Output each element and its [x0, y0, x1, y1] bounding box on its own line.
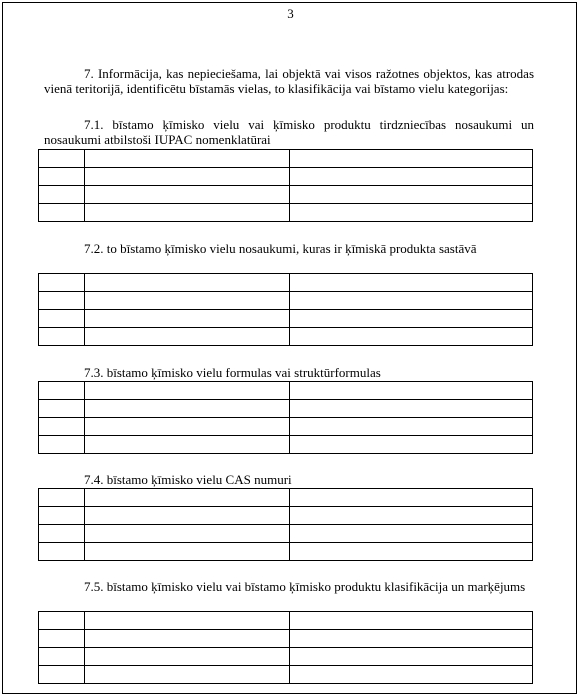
table-cell[interactable]: [39, 292, 85, 310]
table-row: [39, 630, 533, 648]
section-heading-7-2: [44, 241, 534, 256]
table-cell[interactable]: [290, 418, 533, 436]
table-cell[interactable]: [39, 525, 85, 543]
table-cell[interactable]: [39, 507, 85, 525]
table-row: [39, 292, 533, 310]
section-heading-text: 7.2. to bīstamo ķīmisko vielu nosaukumi, kuras ir ķīmiskā produkta sastāvā: [84, 241, 477, 256]
table-7-2: [38, 273, 533, 346]
table-cell[interactable]: [290, 400, 533, 418]
table-row: [39, 382, 533, 400]
table-cell[interactable]: [290, 489, 533, 507]
section-heading-7-1: [44, 117, 534, 147]
table-row: [39, 328, 533, 346]
table-cell[interactable]: [39, 186, 85, 204]
table-cell[interactable]: [290, 150, 533, 168]
table-cell[interactable]: [85, 168, 290, 186]
table-7-1: [38, 149, 533, 222]
section-heading-text: 7.3. bīstamo ķīmisko vielu formulas vai struktūrformulas: [84, 365, 381, 380]
table-cell[interactable]: [39, 274, 85, 292]
table-cell[interactable]: [290, 310, 533, 328]
table-cell[interactable]: [39, 436, 85, 454]
table-7-3: [38, 381, 533, 454]
table-cell[interactable]: [39, 612, 85, 630]
table-row: [39, 489, 533, 507]
table-cell[interactable]: [85, 382, 290, 400]
table-row: [39, 310, 533, 328]
table-cell[interactable]: [85, 666, 290, 684]
table-cell[interactable]: [85, 204, 290, 222]
table-cell[interactable]: [39, 168, 85, 186]
table-cell[interactable]: [290, 648, 533, 666]
table-cell[interactable]: [290, 186, 533, 204]
table-cell[interactable]: [290, 292, 533, 310]
table-cell[interactable]: [39, 648, 85, 666]
table-cell[interactable]: [85, 436, 290, 454]
table-cell[interactable]: [85, 630, 290, 648]
table-cell[interactable]: [39, 310, 85, 328]
table-row: [39, 418, 533, 436]
table-cell[interactable]: [290, 382, 533, 400]
table-row: [39, 274, 533, 292]
table-cell[interactable]: [85, 648, 290, 666]
section-heading-text: 7.1. bīstamo ķīmisko vielu vai ķīmisko produktu tirdzniecības nosaukumi un nosaukumi atbilstoši IUPAC nomenklatūrai: [44, 117, 534, 147]
section-heading-text: 7.5. bīstamo ķīmisko vielu vai bīstamo ķīmisko produktu klasifikācija un marķējums: [84, 579, 526, 594]
table-cell[interactable]: [290, 436, 533, 454]
table-cell[interactable]: [85, 292, 290, 310]
table-cell[interactable]: [85, 150, 290, 168]
table-cell[interactable]: [39, 543, 85, 561]
table-cell[interactable]: [39, 666, 85, 684]
table-row: [39, 525, 533, 543]
table-cell[interactable]: [85, 525, 290, 543]
intro-text: 7. Informācija, kas nepieciešama, lai objektā vai visos ražotnes objektos, kas atrodas vienā teritorijā, identificētu bīstamās vielas, to klasifikācija vai bīstamo vielu kategorijas:: [44, 66, 534, 96]
table-cell[interactable]: [290, 507, 533, 525]
table-cell[interactable]: [85, 186, 290, 204]
table-cell[interactable]: [85, 310, 290, 328]
table-row: [39, 648, 533, 666]
table-row: [39, 507, 533, 525]
table-cell[interactable]: [85, 274, 290, 292]
table-row: [39, 168, 533, 186]
table-cell[interactable]: [85, 543, 290, 561]
table-cell[interactable]: [290, 525, 533, 543]
table-cell[interactable]: [39, 328, 85, 346]
table-cell[interactable]: [39, 630, 85, 648]
table-cell[interactable]: [290, 612, 533, 630]
table-cell[interactable]: [39, 400, 85, 418]
table-cell[interactable]: [290, 168, 533, 186]
table-row: [39, 436, 533, 454]
table-cell[interactable]: [290, 630, 533, 648]
table-7-5: [38, 611, 533, 684]
section-heading-7-5: [44, 579, 534, 594]
table-cell[interactable]: [290, 274, 533, 292]
table-cell[interactable]: [85, 400, 290, 418]
table-row: [39, 204, 533, 222]
table-cell[interactable]: [85, 507, 290, 525]
table-cell[interactable]: [290, 543, 533, 561]
table-row: [39, 186, 533, 204]
table-cell[interactable]: [39, 150, 85, 168]
table-cell[interactable]: [85, 328, 290, 346]
section-heading-7-4: [44, 472, 534, 487]
table-cell[interactable]: [39, 382, 85, 400]
table-cell[interactable]: [290, 328, 533, 346]
section-heading-text: 7.4. bīstamo ķīmisko vielu CAS numuri: [84, 472, 292, 487]
table-row: [39, 666, 533, 684]
table-row: [39, 150, 533, 168]
table-cell[interactable]: [290, 204, 533, 222]
table-cell[interactable]: [85, 489, 290, 507]
table-row: [39, 400, 533, 418]
section-heading-7-3: [44, 365, 534, 380]
page-number: 3: [287, 6, 294, 21]
table-cell[interactable]: [290, 666, 533, 684]
table-row: [39, 543, 533, 561]
table-cell[interactable]: [39, 204, 85, 222]
table-cell[interactable]: [85, 612, 290, 630]
intro-paragraph: [44, 66, 534, 96]
table-cell[interactable]: [39, 489, 85, 507]
table-cell[interactable]: [85, 418, 290, 436]
table-row: [39, 612, 533, 630]
table-7-4: [38, 488, 533, 561]
table-cell[interactable]: [39, 418, 85, 436]
